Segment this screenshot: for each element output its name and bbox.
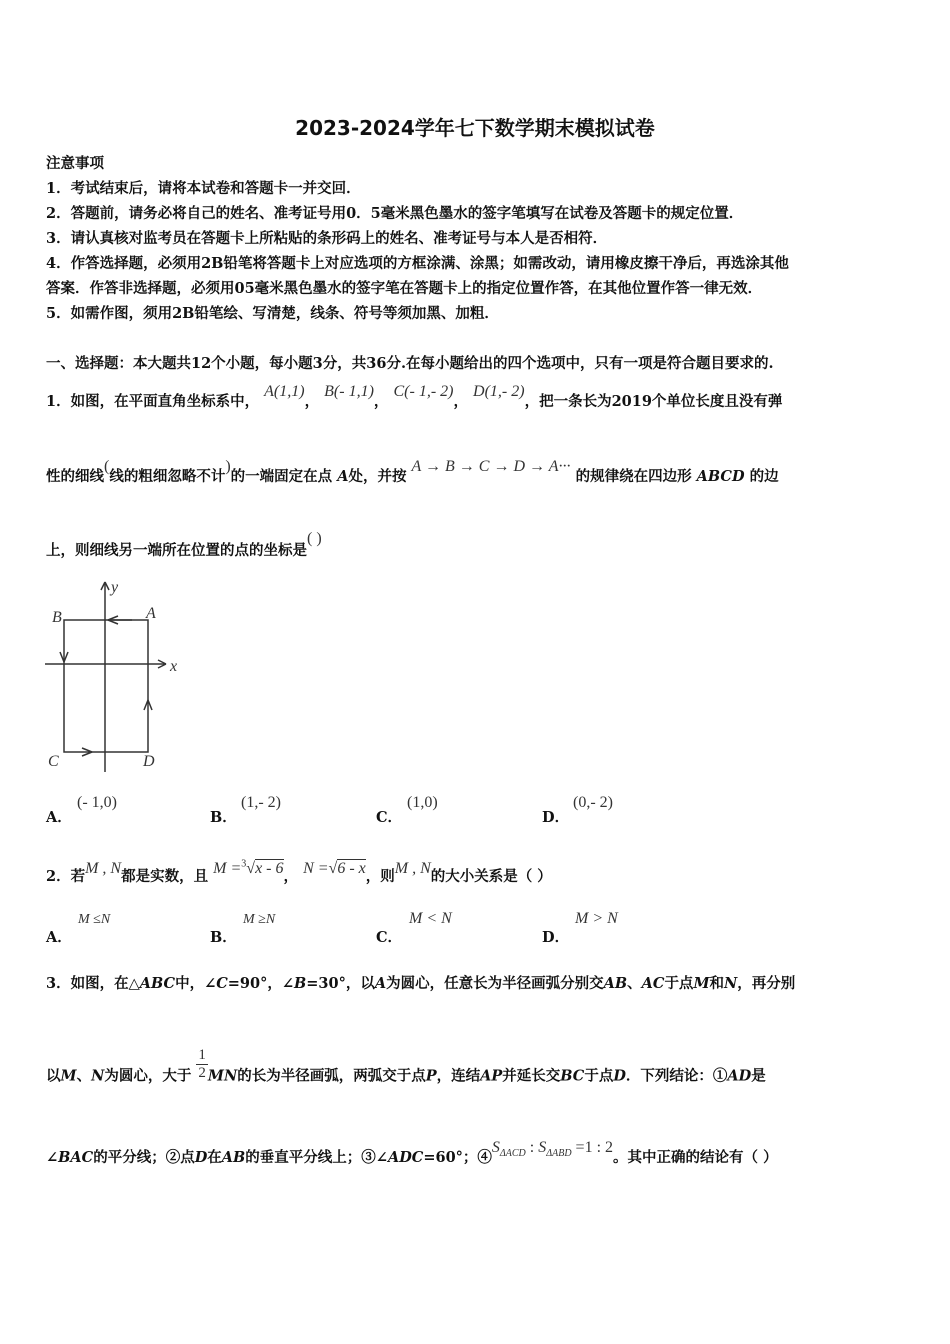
q1-lead: 1．如图，在平面直角坐标系中， (46, 393, 260, 410)
q3-l2h: ．下列结论：① (625, 1067, 728, 1085)
q3-l2e: ，连结 (436, 1067, 481, 1085)
q3-l3b: 的平分线；②点 (93, 1149, 195, 1166)
q3-line3 (46, 1139, 778, 1169)
q1-right-paren: ) (225, 458, 231, 475)
q1-comma-1: ， (304, 393, 320, 410)
q3-frac-den: 2 (198, 1065, 206, 1081)
q3-l1f: 、 (627, 975, 642, 992)
fig-label-a: A (146, 605, 156, 622)
x-axis-label: x (170, 658, 178, 675)
q3-angle-c: C (216, 975, 228, 992)
q3-point-m-2: M (60, 1067, 77, 1085)
q3-abc: ABC (139, 975, 176, 992)
q3-point-n-2: N (91, 1067, 105, 1085)
q2-option-c-value: M < N (409, 910, 452, 927)
q3-l2d: 的长为半径画弧，两弧交于点 (237, 1067, 426, 1085)
q1-seg2d: 处，并按 (348, 468, 407, 485)
q3-bac: BAC (58, 1149, 94, 1166)
q2-option-b-value: M ≥N (243, 912, 276, 927)
q1-point-b: B(- 1,1) (324, 383, 374, 400)
q1-line1 (46, 383, 783, 411)
q1-option-b-label[interactable]: B． (210, 809, 237, 826)
q1-left-paren: ( (104, 458, 110, 475)
q1-line2 (46, 458, 779, 486)
q2-option-c-label[interactable]: C． (376, 929, 403, 946)
q3-ab-2: AB (221, 1149, 246, 1166)
q3-point-d-2: D (194, 1149, 208, 1166)
note-item-2: 2．答题前，请务必将自己的姓名、准考证号用0．5毫米黑色墨水的签字笔填写在试卷及答题卡的规定位置． (46, 205, 744, 222)
q2-s3: 的大小关系是（ ） (430, 868, 552, 885)
q3-l1d: =30°，以 (306, 975, 375, 992)
q3-angle-b: B (294, 975, 307, 992)
q2-mn-1: M , N (85, 860, 122, 877)
q1-point-d: D(1,- 2) (473, 383, 525, 400)
q1-abcd: ABCD (696, 468, 745, 485)
q2-comma: ， (283, 868, 298, 885)
q3-line2 (46, 1047, 766, 1094)
q3-ratio: =1 : 2 (571, 1139, 614, 1156)
q2-n-expr (303, 860, 366, 877)
q1-comma-3: ， (453, 393, 468, 410)
q3-point-a: A (374, 975, 387, 992)
q3-l2c: 为圆心，大于 (104, 1067, 192, 1085)
q3-l1h: 和 (709, 975, 724, 992)
q2-option-a-label[interactable]: A． (46, 929, 72, 946)
q1-seg2f: 的边 (749, 468, 779, 485)
q3-l2g: 于点 (584, 1067, 614, 1085)
q3-ac: AC (641, 975, 665, 992)
q3-colon: : (525, 1139, 539, 1156)
q2-m-expr (213, 860, 283, 877)
q1-seg1: ，把一条长为2019个单位长度且没有弹 (524, 393, 783, 410)
q3-l1b: 中，∠ (175, 975, 217, 992)
fig-label-c: C (48, 753, 59, 770)
q1-point-a: A(1,1) (264, 383, 305, 400)
q1-seg2c: 的一端固定在点 (230, 468, 333, 485)
page-title: 2023-2024学年七下数学期末模拟试卷 (295, 116, 655, 140)
q1-path: A → B → C → D → A··· (411, 458, 571, 475)
q3-s-1: S (491, 1139, 500, 1156)
note-item-4-cont: 答案．作答非选择题，必须用05毫米黑色墨水的签字笔在答题卡上的指定位置作答，在其他位置作答一律无效． (46, 280, 763, 297)
q2-m-index: 3 (241, 858, 247, 870)
q1-option-d-label[interactable]: D． (542, 809, 570, 826)
q2-mn-2: M , N (394, 860, 431, 877)
radical-icon: √ (328, 860, 338, 877)
q1-point-a-label: A (337, 468, 349, 485)
q3-l2f: 并延长交 (502, 1067, 561, 1085)
q3-l1i: ，再分别 (737, 975, 796, 992)
notes-heading: 注意事项 (46, 155, 104, 172)
section-heading: 一、选择题：本大题共12个小题，每小题3分，共36分.在每小题给出的四个选项中，只有一项是符合题目要求的. (46, 355, 774, 372)
q2-option-a-value: M ≤N (78, 912, 111, 927)
q1-option-c-label[interactable]: C． (376, 809, 403, 826)
q3-mn: MN (207, 1067, 238, 1085)
q3-adc: ADC (387, 1149, 424, 1166)
q3-l2b: 、 (76, 1067, 92, 1085)
q3-l2a: 以 (46, 1067, 61, 1085)
q1-blank: ( ) (307, 530, 322, 547)
q2-option-d-label[interactable]: D． (542, 929, 570, 946)
q2-s2: ，则 (365, 868, 395, 885)
q1-line3 (46, 530, 322, 560)
q3-l1c: =90°，∠ (227, 975, 295, 992)
q3-l1a: 3．如图，在△ (46, 975, 140, 992)
q2-n-lhs: N = (303, 860, 329, 877)
q3-bc: BC (560, 1067, 585, 1085)
q1-seg2a: 性的细线 (46, 468, 104, 485)
q3-l1e: 为圆心，任意长为半径画弧分别交 (386, 975, 604, 992)
q3-fraction (196, 1047, 208, 1082)
q3-sub-acd: ΔACD (499, 1148, 526, 1160)
q3-sub-abd: ΔABD (546, 1148, 572, 1160)
q2-m-lhs: M = (213, 860, 242, 877)
q3-ap: AP (480, 1067, 503, 1085)
q3-l3f: 。其中正确的结论有（ ） (613, 1149, 778, 1166)
q3-frac-num: 1 (198, 1047, 206, 1063)
q3-point-m: M (693, 975, 710, 992)
q2-lead: 2．若 (46, 868, 86, 885)
fig-label-b: B (52, 609, 62, 626)
q1-seg3: 上，则细线另一端所在位置的点的坐标是 (46, 542, 307, 559)
fig-label-d: D (143, 753, 155, 770)
q1-option-a-label[interactable]: A． (46, 809, 72, 826)
q3-ad: AD (727, 1067, 752, 1085)
note-item-4: 4．作答选择题，必须用2B铅笔将答题卡上对应选项的方框涂满、涂黑；如需改动，请用橡皮擦干净后，再选涂其他 (46, 255, 789, 272)
q1-comma-2: ， (373, 393, 389, 410)
q1-option-a-value: (- 1,0) (77, 794, 117, 811)
q2-n-radicand: 6 - x (337, 860, 366, 877)
rectangle-abcd (64, 620, 148, 752)
note-item-5: 5．如需作图，须用2B铅笔绘、写清楚，线条、符号等须加黑、加粗． (46, 305, 499, 322)
q3-point-p: P (425, 1067, 437, 1085)
radical-icon: √ (246, 860, 256, 877)
q2-option-b-label[interactable]: B． (210, 929, 237, 946)
q1-figure (40, 574, 190, 779)
q3-l3a: ∠ (46, 1149, 59, 1166)
q1-seg2b: 线的粗细忽略不计 (109, 468, 226, 485)
y-axis-label: y (111, 579, 119, 596)
q3-l3c: 在 (207, 1149, 222, 1166)
q1-seg2e: 的规律绕在四边形 (575, 468, 692, 485)
q3-l3d: 的垂直平分线上；③∠ (245, 1149, 388, 1166)
q3-line1 (46, 972, 795, 993)
q3-s-2: S (538, 1139, 547, 1156)
q3-l3e: =60°；④ (423, 1149, 492, 1166)
note-item-1: 1．考试结束后，请将本试卷和答题卡一并交回． (46, 180, 361, 197)
q3-l1g: 于点 (664, 975, 694, 992)
q3-l2i: 是 (751, 1067, 766, 1085)
q3-point-d: D (613, 1067, 626, 1085)
q2-option-d-value: M > N (575, 910, 618, 927)
q1-option-b-value: (1,- 2) (241, 794, 281, 811)
q1-option-c-value: (1,0) (407, 794, 438, 811)
q2-s1: 都是实数，且 (121, 868, 209, 885)
note-item-3: 3．请认真核对监考员在答题卡上所粘贴的条形码上的姓名、准考证号与本人是否相符． (46, 230, 608, 247)
q3-area-ratio (491, 1139, 614, 1160)
q3-point-n: N (724, 975, 738, 992)
q1-point-c: C(- 1,- 2) (393, 383, 454, 400)
q2-m-radicand: x - 6 (255, 860, 284, 877)
q3-ab: AB (603, 975, 628, 992)
q2-line (46, 858, 552, 886)
q1-option-d-value: (0,- 2) (573, 794, 613, 811)
